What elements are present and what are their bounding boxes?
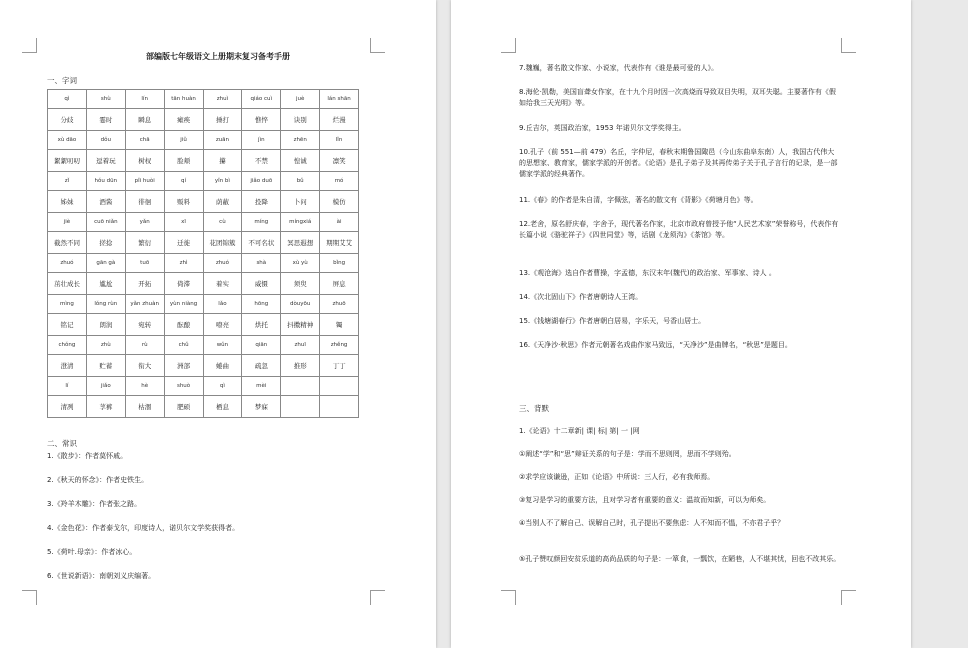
pinyin-cell: jiǔ bbox=[164, 131, 203, 150]
word-cell: 开拓 bbox=[125, 273, 164, 295]
vocab-pinyin-row bbox=[48, 336, 359, 355]
pinyin-cell: jiè bbox=[48, 213, 87, 232]
vocab-word-row bbox=[48, 273, 359, 295]
word-cell: 枯涸 bbox=[125, 396, 164, 418]
common-item: 4.《金色花》：作者泰戈尔，印度诗人，诺贝尔文学奖获得者。 bbox=[47, 524, 240, 532]
word-cell: 屏息 bbox=[320, 273, 359, 295]
word-cell: 荫蔽 bbox=[203, 191, 242, 213]
pinyin-cell: lí bbox=[48, 377, 87, 396]
pinyin-cell: hè bbox=[125, 377, 164, 396]
common-item: 15.《钱塘湖春行》作者唐朝白居易，字乐天，号香山居士。 bbox=[519, 317, 706, 325]
section-heading-common: 二、常识 bbox=[47, 439, 77, 448]
pinyin-cell: lǒng rùn bbox=[86, 295, 125, 314]
recite-item: 1.《论语》十二章新| 课| 标| 第| 一 |网 bbox=[519, 427, 640, 435]
word-cell: 须臾 bbox=[281, 273, 320, 295]
common-item: 14.《次北固山下》作者唐朝诗人王湾。 bbox=[519, 293, 643, 301]
vocab-pinyin-row bbox=[48, 172, 359, 191]
recite-item: ①阐述“学”和“思”辩证关系的句子是：学而不思则罔，思而不学则殆。 bbox=[519, 450, 736, 458]
common-item: 7.魏巍，著名散文作家、小说家，代表作有《谁是最可爱的人》。 bbox=[519, 64, 719, 72]
word-cell: 贮蓄 bbox=[86, 355, 125, 377]
word-cell: 截然不同 bbox=[48, 232, 87, 254]
pinyin-cell: cuō niǎn bbox=[86, 213, 125, 232]
common-item: 1.《散步》：作者莫怀戚。 bbox=[47, 452, 128, 460]
pinyin-cell: shù bbox=[86, 90, 125, 109]
common-item: 12.老舍，原名舒庆春，字舍予，现代著名作家，北京市政府曾授予他“人民艺术家”荣誉称号，代表作有长篇小说《骆驼祥子》《四世同堂》等，话剧《龙须沟》《茶馆》等。 bbox=[519, 220, 839, 239]
pinyin-cell: zhù bbox=[86, 336, 125, 355]
pinyin-cell: qì bbox=[203, 377, 242, 396]
pinyin-cell bbox=[281, 377, 320, 396]
word-cell: 攥 bbox=[203, 150, 242, 172]
vocab-word-row bbox=[48, 150, 359, 172]
pinyin-cell: zhuì bbox=[203, 90, 242, 109]
pinyin-cell: gān gà bbox=[86, 254, 125, 273]
vocab-pinyin-row bbox=[48, 295, 359, 314]
pinyin-cell: chǒng bbox=[48, 336, 87, 355]
pinyin-cell: lín bbox=[125, 90, 164, 109]
pinyin-cell: jìn bbox=[242, 131, 281, 150]
vocab-pinyin-row bbox=[48, 254, 359, 273]
vocab-word-row bbox=[48, 232, 359, 254]
word-cell: 酝酿 bbox=[164, 314, 203, 336]
pinyin-cell: cù bbox=[203, 213, 242, 232]
word-cell: 烘托 bbox=[242, 314, 281, 336]
common-item: 3.《羚羊木雕》：作者张之路。 bbox=[47, 500, 142, 508]
pinyin-cell: zhuó bbox=[203, 254, 242, 273]
recite-item: ③复习是学习的重要方法，且对学习者有重要的意义：温故而知新，可以为师矣。 bbox=[519, 496, 771, 504]
common-item: 5.《荷叶.母亲》：作者冰心。 bbox=[47, 548, 137, 556]
word-cell: 凛笑 bbox=[320, 150, 359, 172]
pinyin-cell: tuō bbox=[125, 254, 164, 273]
recite-item: ②求学应该谦逊，正如《论语》中所说：三人行，必有我师焉。 bbox=[519, 473, 715, 481]
document-page-left bbox=[0, 0, 436, 648]
word-cell: 不禁 bbox=[242, 150, 281, 172]
word-cell: 抖擞精神 bbox=[281, 314, 320, 336]
margin-corner-mark bbox=[22, 590, 37, 605]
word-cell: 茁壮成长 bbox=[48, 273, 87, 295]
document-title: 部编版七年级语文上册期末复习备考手册 bbox=[146, 52, 290, 61]
word-cell: 铭记 bbox=[48, 314, 87, 336]
margin-corner-mark bbox=[841, 38, 856, 53]
word-cell: 丁丁 bbox=[320, 355, 359, 377]
vocab-word-row bbox=[48, 355, 359, 377]
word-cell bbox=[281, 396, 320, 418]
common-item: 16.《天净沙·秋思》作者元朝著名戏曲作家马致远，“天净沙”是曲牌名，“秋思”是题目。 bbox=[519, 341, 792, 349]
pinyin-cell: tān huàn bbox=[164, 90, 203, 109]
word-cell: 栖息 bbox=[203, 396, 242, 418]
word-cell: 不可名状 bbox=[242, 232, 281, 254]
pinyin-cell: pǐi huòi bbox=[125, 172, 164, 191]
pinyin-cell: yǎn zhuàn bbox=[125, 295, 164, 314]
common-item: 8.海伦·凯勒，美国盲聋女作家，在十九个月时因一次高烧而导致双目失明，双耳失聪。主要著作有《假如给我三天光明》等。 bbox=[519, 88, 836, 107]
pinyin-cell: qí bbox=[164, 172, 203, 191]
pinyin-cell: mèi bbox=[242, 377, 281, 396]
word-cell: 模仿 bbox=[320, 191, 359, 213]
word-cell: 徘徊 bbox=[125, 191, 164, 213]
vocab-pinyin-row bbox=[48, 377, 359, 396]
pinyin-cell: zhuó bbox=[48, 254, 87, 273]
common-item: 10.孔子（前 551—前 479）名丘，字仲尼，春秋末期鲁国陬邑（今山东曲阜东南）人，我国古代伟大的思想家、教育家，儒家学派的开创者。《论语》是孔子弟子及其再传弟子关于孔子言行的记录，是一部儒家学派的经典著作。 bbox=[519, 148, 838, 178]
pinyin-cell: rù bbox=[125, 336, 164, 355]
word-cell: 澄清 bbox=[48, 355, 87, 377]
word-cell: 着实 bbox=[203, 273, 242, 295]
pinyin-cell: chǔ bbox=[164, 336, 203, 355]
recite-item: ⑤孔子赞叹颜回安贫乐道的高尚品质的句子是：一箪食，一瓢饮，在陋巷，人不堪其忧，回也不改其乐。 bbox=[519, 555, 841, 563]
word-cell: 宛转 bbox=[125, 314, 164, 336]
word-cell: 尴尬 bbox=[86, 273, 125, 295]
word-cell: 惶诚 bbox=[281, 150, 320, 172]
word-cell: 推形 bbox=[281, 355, 320, 377]
pinyin-cell: lǐn bbox=[320, 131, 359, 150]
pinyin-cell: dòuyōu bbox=[281, 295, 320, 314]
word-cell: 洲部 bbox=[164, 355, 203, 377]
word-cell: 倚滞 bbox=[164, 273, 203, 295]
pinyin-cell: jiǎo bbox=[86, 377, 125, 396]
pinyin-cell: lán shān bbox=[320, 90, 359, 109]
word-cell: 酒酱 bbox=[86, 191, 125, 213]
vocab-word-row bbox=[48, 109, 359, 131]
word-cell: 期期艾艾 bbox=[320, 232, 359, 254]
word-cell: 疏忽 bbox=[242, 355, 281, 377]
recite-item: ④当别人不了解自己、误解自己时，孔子提出不要焦虑：人不知而不愠，不亦君子乎？ bbox=[519, 519, 785, 527]
vocab-word-row bbox=[48, 191, 359, 213]
word-cell: 姊妹 bbox=[48, 191, 87, 213]
pinyin-cell: bǐng bbox=[320, 254, 359, 273]
word-cell: 莩裤 bbox=[86, 396, 125, 418]
common-item: 2.《秋天的怀念》：作者史铁生。 bbox=[47, 476, 149, 484]
vocab-pinyin-row bbox=[48, 213, 359, 232]
word-cell: 繁衍 bbox=[125, 232, 164, 254]
pinyin-cell: jiǎo duō bbox=[242, 172, 281, 191]
pinyin-cell bbox=[320, 377, 359, 396]
pinyin-cell: yǎn bbox=[125, 213, 164, 232]
margin-corner-mark bbox=[841, 590, 856, 605]
pinyin-cell: zǐ bbox=[48, 172, 87, 191]
pinyin-cell: lǎo bbox=[203, 295, 242, 314]
word-cell: 投降 bbox=[242, 191, 281, 213]
pinyin-cell: ài bbox=[320, 213, 359, 232]
pinyin-cell: qiáo cuì bbox=[242, 90, 281, 109]
pinyin-cell: yùn niàng bbox=[164, 295, 203, 314]
pinyin-cell: mìng bbox=[48, 295, 87, 314]
pinyin-cell: xù yù bbox=[281, 254, 320, 273]
pinyin-cell: zhěng bbox=[320, 336, 359, 355]
pinyin-cell: zuān bbox=[203, 131, 242, 150]
word-cell: 瘫痪 bbox=[164, 109, 203, 131]
word-cell: 诀别 bbox=[281, 109, 320, 131]
word-cell: 清冽 bbox=[48, 396, 87, 418]
word-cell: 捶打 bbox=[203, 109, 242, 131]
word-cell: 嘹亮 bbox=[203, 314, 242, 336]
word-cell: 絮絮叨叨 bbox=[48, 150, 87, 172]
pinyin-cell: qì bbox=[48, 90, 87, 109]
pinyin-cell: zhuō bbox=[320, 295, 359, 314]
pinyin-cell: wǔn bbox=[203, 336, 242, 355]
section-heading-vocab: 一、字词 bbox=[47, 76, 77, 85]
pinyin-cell: qiān bbox=[242, 336, 281, 355]
pinyin-cell: hōng bbox=[242, 295, 281, 314]
word-cell: 搓捻 bbox=[86, 232, 125, 254]
word-cell: 威慑 bbox=[242, 273, 281, 295]
word-cell: 卜问 bbox=[281, 191, 320, 213]
pinyin-cell: shuò bbox=[164, 377, 203, 396]
word-cell: 憔悴 bbox=[242, 109, 281, 131]
word-cell: 迁徙 bbox=[164, 232, 203, 254]
word-cell: 贩料 bbox=[164, 191, 203, 213]
pinyin-cell: zhēn bbox=[281, 131, 320, 150]
pinyin-cell: yǐn bì bbox=[203, 172, 242, 191]
pinyin-cell: bǔ bbox=[281, 172, 320, 191]
pinyin-cell: mó bbox=[320, 172, 359, 191]
pinyin-cell: chā bbox=[125, 131, 164, 150]
word-cell: 镯 bbox=[320, 314, 359, 336]
pinyin-cell: míng bbox=[242, 213, 281, 232]
pinyin-cell: hǒu dūn bbox=[86, 172, 125, 191]
word-cell: 花团锦簇 bbox=[203, 232, 242, 254]
word-cell: 脸颊 bbox=[164, 150, 203, 172]
pinyin-cell: juè bbox=[281, 90, 320, 109]
vocab-word-row bbox=[48, 314, 359, 336]
word-cell: 逗着玩 bbox=[86, 150, 125, 172]
pinyin-cell: xù dāo bbox=[48, 131, 87, 150]
document-page-right bbox=[451, 0, 911, 648]
margin-corner-mark bbox=[370, 590, 385, 605]
word-cell: 朗润 bbox=[86, 314, 125, 336]
word-cell: 树杈 bbox=[125, 150, 164, 172]
vocab-pinyin-row bbox=[48, 131, 359, 150]
word-cell: 肥硕 bbox=[164, 396, 203, 418]
word-cell: 梦寐 bbox=[242, 396, 281, 418]
word-cell: 蜷曲 bbox=[203, 355, 242, 377]
margin-corner-mark bbox=[501, 38, 516, 53]
vocab-pinyin-row bbox=[48, 90, 359, 109]
pinyin-cell: xī bbox=[164, 213, 203, 232]
common-item: 13.《观沧海》选自作者曹操，字孟德，东汉末年(魏代)的政治家、军事家、诗人 。 bbox=[519, 269, 776, 277]
margin-corner-mark bbox=[501, 590, 516, 605]
common-item: 11.《春》的作者是朱自清，字佩弦，著名的散文有《背影》《荷塘月色》等。 bbox=[519, 196, 758, 204]
common-item: 9.丘吉尔，英国政治家，1953 年诺贝尔文学奖得主。 bbox=[519, 124, 686, 132]
pinyin-cell: shà bbox=[242, 254, 281, 273]
section-heading-recite: 三、背默 bbox=[519, 404, 549, 413]
word-cell: 冥思遐想 bbox=[281, 232, 320, 254]
word-cell: 分歧 bbox=[48, 109, 87, 131]
vocab-word-row bbox=[48, 396, 359, 418]
word-cell: 衔大 bbox=[125, 355, 164, 377]
pinyin-cell: zhuī bbox=[281, 336, 320, 355]
vocab-table bbox=[47, 89, 359, 418]
word-cell: 烂漫 bbox=[320, 109, 359, 131]
word-cell bbox=[320, 396, 359, 418]
common-item: 6.《世说新语》：南朝刘义庆编著。 bbox=[47, 572, 156, 580]
pinyin-cell: míngxiá bbox=[281, 213, 320, 232]
pinyin-cell: zhì bbox=[164, 254, 203, 273]
word-cell: 瞬息 bbox=[125, 109, 164, 131]
word-cell: 霎时 bbox=[86, 109, 125, 131]
pinyin-cell: dǒu bbox=[86, 131, 125, 150]
